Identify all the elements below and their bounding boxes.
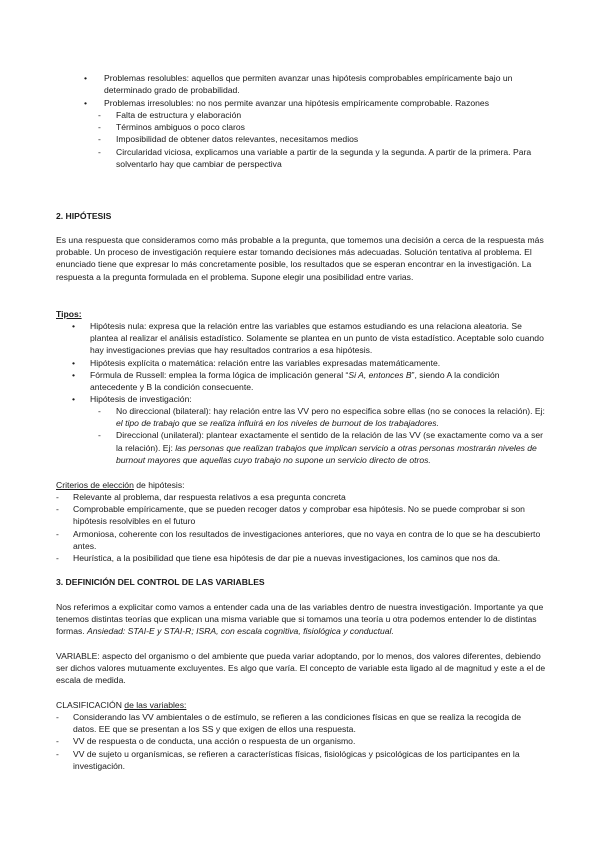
criterios-label: Criterios de elección de hipótesis: (56, 480, 185, 490)
section-2-paragraph: Es una respuesta que consideramos como más probable a la pregunta, que tomemos una decisión a cerca de la respuesta más probable. Un proceso de investigación requiere estar tomando decisiones más adecuadas. Solución tentativa al problema. El enunciado tiene que expresar lo más concretamente posible, los resultados que se esperan encontrar en la investigación. La respuesta a la pregunta formulada en el problema. Supone elegir una posibilidad entre varias. (56, 235, 544, 282)
clasificacion-item: - VV de sujeto u organísmicas, se refieren a características físicas, fisiológicas y psicológicas de los participantes en la investigación. (56, 748, 520, 771)
bullet-icon: • (72, 394, 76, 405)
top-sublist (98, 109, 546, 170)
criterio-item: - Comprobable empíricamente, que se pueden recoger datos y comprobar esa hipótesis. No se puede comprobar si son hipótesis resolvibles en el futuro (56, 504, 525, 527)
top-list-item-2-text: Problemas irresolubles: no nos permite avanzar una hipótesis empíricamente comprobable. Razones (104, 98, 490, 108)
section-3-paragraph-2: VARIABLE: aspecto del organismo o del ambiente que pueda variar adoptando, por lo menos, dos valores diferentes, debiendo ser dichos valores mutuamente excluyentes. Es algo que varía. El concepto de variable esta ligado al de magnitud y este a el de escala de medida. (56, 651, 546, 686)
dash-icon: - (56, 553, 59, 564)
dash-icon: - (98, 430, 101, 441)
sub-item: - Falta de estructura y elaboración (98, 110, 242, 120)
dash-icon: - (98, 122, 101, 133)
clasificacion-list (56, 711, 546, 772)
tipo-item: • Hipótesis de investigación: (72, 394, 192, 405)
top-list-item-1-text: Problemas resolubles: aquellos que permiten avanzar unas hipótesis comprobables empíricamente bajo un determinado grado de probabilidad. (104, 73, 513, 96)
clasificacion-label: CLASIFICACIÓN de las variables: (56, 700, 187, 710)
tipo-item: • Hipótesis nula: expresa que la relación entre las variables que estamos estudiando es una relaciona aleatoria. Se plantea al realizar el análisis estadístico. Solamente se plantea en un punto de vista estadístico. Aceptable solo cuando hay investigaciones previas que hay resultados contrarios a esa hipótesis. (72, 321, 544, 356)
sub-item: - Circularidad viciosa, explicamos una variable a partir de la segunda y la segunda. A partir de la primera. Para solventarlo hay que cambiar de perspectiva (98, 146, 532, 169)
criterio-item: - Heurística, a la posibilidad que tiene esa hipótesis de dar pie a nuevas investigaciones, los caminos que nos da. (56, 553, 501, 564)
top-list-item-1 (84, 72, 544, 96)
tipo-list (70, 320, 546, 405)
bullet-icon: • (72, 321, 76, 331)
top-list-item-2 (84, 97, 544, 109)
dash-icon: - (98, 146, 101, 157)
sub-item: - No direccional (bilateral): hay relación entre las VV pero no especifica sobre ellas (no se conoces la relación). Ej: el tipo de trabajo que se realiza influirá en los niveles de burnout de los trabajadores. (98, 406, 545, 429)
tipos-label: Tipos: (56, 309, 82, 319)
sub-item: - Direccional (unilateral): plantear exactamente el sentido de la relación de las VV (se exactamente como va a ser la relación). Ej: las personas que realizan trabajos que implican servicio a otras personas mostrarán niveles de burnout mayores que aquellas cuyo trabajo no supone un servicio directo de otros. (98, 430, 544, 465)
dash-icon: - (56, 528, 59, 539)
investigacion-sublist (98, 405, 546, 466)
sub-item: - Términos ambiguos o poco claros (98, 122, 245, 133)
section-3-paragraph-1: Nos referimos a explicitar como vamos a entender cada una de las variables dentro de nuestra investigación. Importante ya que tenemos distintas teorías que explican una misma variable que si tomamos una teoría u otra podemos entender lo de distintas formas. Ansiedad: STAI-E y STAI-R; ISRA, con escala cognitiva, fisiológica y conductual. (56, 602, 544, 637)
criterio-item: - Relevante al problema, dar respuesta relativos a esa pregunta concreta (56, 492, 346, 502)
dash-icon: - (56, 504, 59, 515)
tipo-item: • Hipótesis explícita o matemática: relación entre las variables expresadas matemáticamente. (72, 357, 441, 368)
bullet-icon: • (72, 369, 76, 380)
dash-icon: - (56, 748, 59, 759)
tipo-item: • Fórmula de Russell: emplea la forma lógica de implicación general “Si A, entonces B”, siendo A la condición antecedente y B la condición consecuente. (72, 369, 500, 393)
dash-icon: - (98, 134, 101, 145)
criterios-list (56, 491, 546, 564)
dash-icon: - (56, 492, 59, 502)
section-3-heading: 3. DEFINICIÓN DEL CONTROL DE LAS VARIABLES (56, 577, 265, 587)
dash-icon: - (56, 712, 59, 722)
sub-item: - Imposibilidad de obtener datos relevantes, necesitamos medios (98, 134, 359, 145)
criterio-item: - Armoniosa, coherente con los resultados de investigaciones anteriores, que no vaya en contra de lo que se ha descubierto antes. (56, 528, 541, 551)
dash-icon: - (98, 406, 101, 416)
clasificacion-item: - VV de respuesta o de conducta, una acción o respuesta de un organismo. (56, 736, 356, 747)
clasificacion-item: - Considerando las VV ambientales o de estímulo, se refieren a las condiciones físicas en que se realiza la recogida de datos. EE que se presentan a los SS y que exigen de ellos una respuesta. (56, 712, 522, 735)
section-2-heading: 2. HIPÓTESIS (56, 211, 112, 221)
bullet-icon: • (84, 98, 88, 108)
dash-icon: - (98, 110, 101, 120)
bullet-icon: • (84, 73, 88, 83)
bullet-icon: • (72, 357, 76, 368)
dash-icon: - (56, 736, 59, 747)
